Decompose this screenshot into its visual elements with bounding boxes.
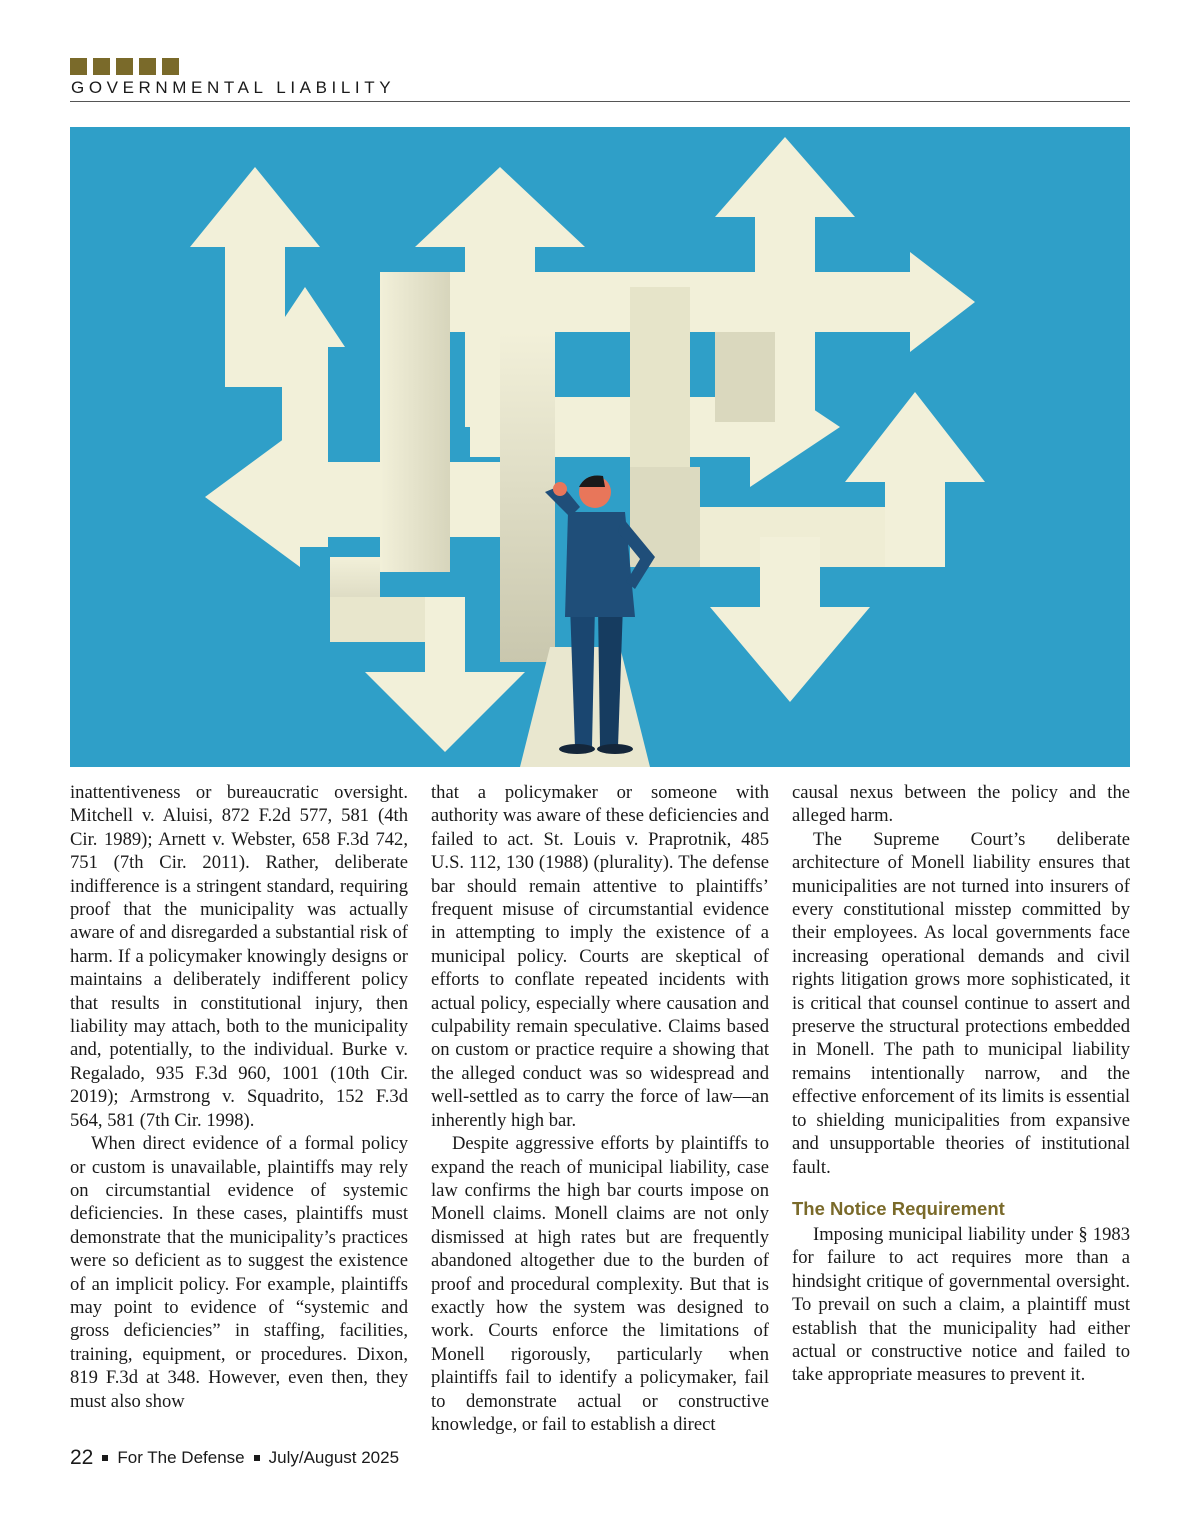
section-label: GOVERNMENTAL LIABILITY — [71, 78, 396, 97]
issue-date: July/August 2025 — [268, 1448, 400, 1467]
paragraph: inattentiveness or bureaucratic oversight. Mitchell v. Aluisi, 872 F.2d 577, 581 (4th Cir. 1989); Arnett v. Webster, 658 F.3d 742, 751 (7th Cir. 2011). Rather, deliberate indifference is a stringent standard, requiring proof that the municipality was actually aware of and disregarded a substantial risk of harm. If a policymaker knowingly designs or maintains a deliberately indifferent policy that results in constitutional injury, then liability may attach, both to the municipality and, potentially, to the individual. Burke v. Regalado, 935 F.3d 960, 1001 (10th Cir. 2019); Armstrong v. Squadrito, 152 F.3d 564, 581 (7th Cir. 1998). — [70, 782, 408, 1131]
paragraph: Imposing municipal liability under § 1983 for failure to act requires more than a hindsight critique of governmental oversight. To prevail on such a claim, a plaintiff must establish that the municipality had either actual or constructive notice and failed to take appropriate measures to prevent it. — [792, 1223, 1130, 1386]
page-number: 22 — [70, 1446, 94, 1469]
article-column-2 — [431, 781, 769, 1436]
paragraph: Despite aggressive efforts by plaintiffs to expand the reach of municipal liability, case law confirms the high bar courts impose on Monell claims. Monell claims are not only dismissed at high rates but are frequently abandoned altogether due to the burden of proof and procedural complexity. But that is exactly how the system was designed to work. Courts enforce the limitations of Monell rigorously, particularly when plaintiffs fail to identify a policymaker, fail to demonstrate actual or constructive knowledge, or fail to establish a direct — [431, 1133, 769, 1435]
hero-illustration — [70, 127, 1130, 767]
paragraph: that a policymaker or someone with authority was aware of these deficiencies and failed to act. St. Louis v. Praprotnik, 485 U.S. 112, 130 (1988) (plurality). The defense bar should remain attentive to plaintiffs’ frequent misuse of circumstantial evidence in attempting to imply the existence of a municipal policy. Courts are skeptical of efforts to conflate repeated incidents with actual policy, especially where causation and culpability remain speculative. Claims based on custom or practice require a showing that the alleged conduct was so widespread and well-settled as to carry the force of law—an inherently high bar. — [431, 782, 769, 1131]
article-column-3 — [792, 781, 1130, 1387]
separator-dot — [254, 1455, 260, 1461]
subheading: The Notice Requirement — [792, 1197, 1005, 1219]
header-rule — [70, 101, 1130, 102]
publication-name: For The Defense — [117, 1448, 245, 1467]
paragraph: The Supreme Court’s deliberate architecture of Monell liability ensures that municipalities are not turned into insurers of every constitutional misstep committed by their employees. As local governments face increasing operational demands and civil rights litigation grows more sophisticated, it is critical that counsel continue to assert and preserve the structural protections embedded in Monell. The path to municipal liability remains intentionally narrow, and the effective enforcement of its limits is essential to shielding municipalities from expansive and unsupportable theories of institutional fault. — [792, 828, 1130, 1178]
separator-dot — [102, 1455, 108, 1461]
section-squares — [70, 58, 179, 75]
page-footer — [70, 1446, 399, 1470]
article-column-1 — [70, 781, 408, 1413]
paragraph: causal nexus between the policy and the alleged harm. — [792, 782, 1130, 827]
paragraph: When direct evidence of a formal policy or custom is unavailable, plaintiffs may rely on circumstantial evidence of systemic deficiencies. In these cases, plaintiffs must demonstrate that the municipality’s practices were so deficient as to suggest the existence of an implicit policy. For example, plaintiffs may point to evidence of “systemic and gross deficiencies” in staffing, facilities, training, equipment, or procedures. Dixon, 819 F.3d at 348. However, even then, they must also show — [70, 1133, 408, 1412]
